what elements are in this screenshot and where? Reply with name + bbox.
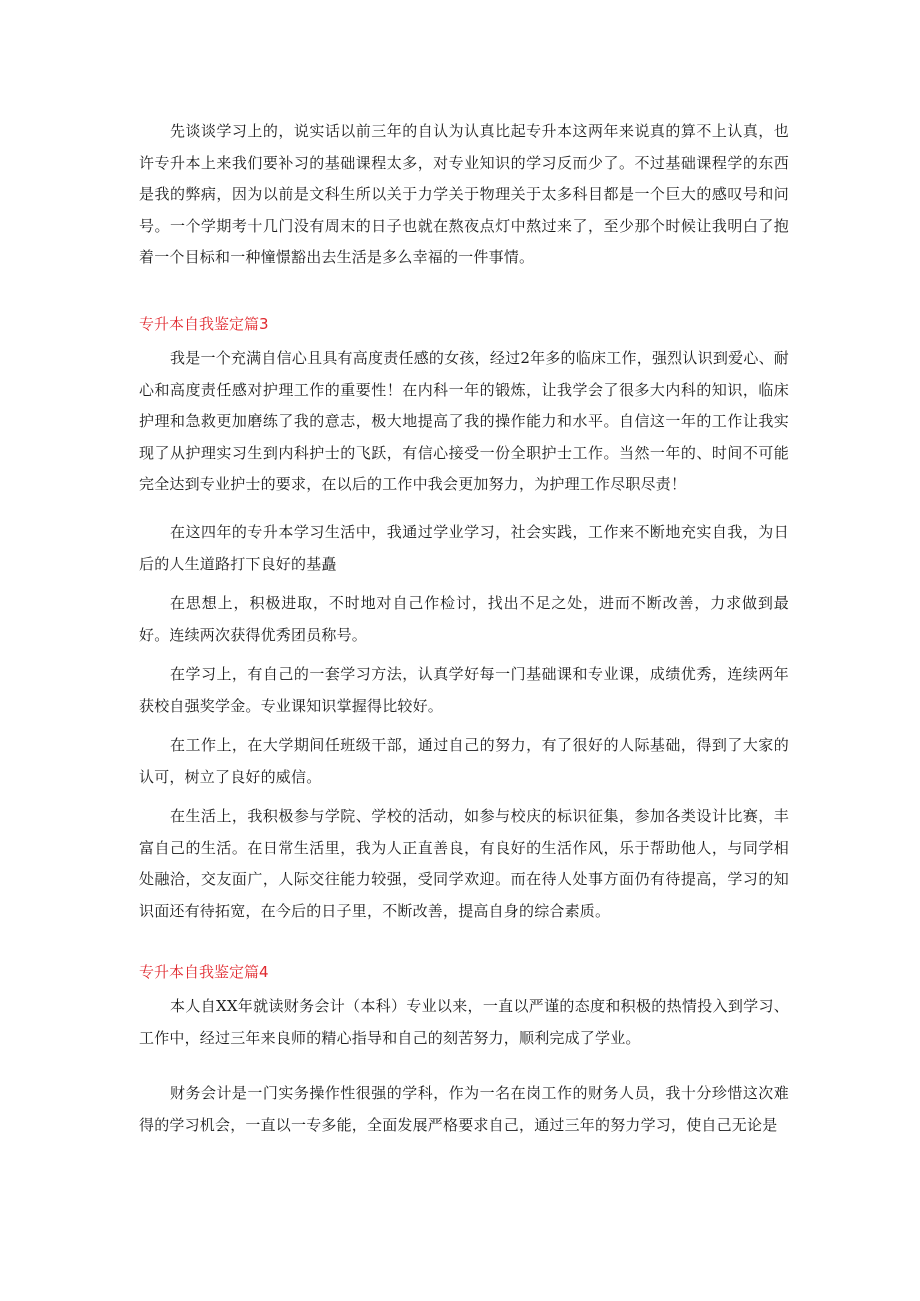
intro-paragraph: 先谈谈学习上的，说实话以前三年的自认为认真比起专升本这两年来说真的算不上认真，也许专升本上来我们要补习的基础课程太多，对专业知识的学习反而少了。不过基础课程学的东西是我的弊病，因为以前是文科生所以关于力学关于物理关于太多科目都是一个巨大的感叹号和问号。一个学期考十几门没有周末的日子也就在熬夜点灯中熬过来了，至少那个时候让我明白了抱着一个目标和一种憧憬豁出去生活是多么幸福的一件事情。 — [139, 122, 789, 266]
section-3-heading: 专升本自我鉴定篇3 — [139, 315, 269, 333]
section-4-paragraph-1: 本人自XX年就读财务会计（本科）专业以来，一直以严谨的态度和积极的热情投入到学习、工作中，经过三年来良师的精心指导和自己的刻苦努力，顺利完成了学业。 — [139, 997, 789, 1047]
section-4-heading: 专升本自我鉴定篇4 — [139, 963, 269, 981]
section-4-paragraph-2: 财务会计是一门实务操作性很强的学科，作为一名在岗工作的财务人员，我十分珍惜这次难得的学习机会，一直以一专多能，全面发展严格要求自己，通过三年的努力学习，使自己无论是 — [139, 1084, 789, 1134]
section-3-paragraph-6: 在生活上，我积极参与学院、学校的活动，如参与校庆的标识征集，参加各类设计比赛，丰富自己的生活。在日常生活里，我为人正直善良，有良好的生活作风，乐于帮助他人，与同学相处融洽，交友面广，人际交往能力较强，受同学欢迎。而在待人处事方面仍有待提高，学习的知识面还有待拓宽，在今后的日子里，不断改善，提高自身的综合素质。 — [139, 807, 789, 920]
section-3-paragraph-3: 在思想上，积极进取，不时地对自己作检讨，找出不足之处，进而不断改善，力求做到最好。连续两次获得优秀团员称号。 — [139, 594, 789, 644]
section-3-paragraph-5: 在工作上，在大学期间任班级干部，通过自己的努力，有了很好的人际基础，得到了大家的认可，树立了良好的威信。 — [139, 736, 789, 786]
section-3-paragraph-1: 我是一个充满自信心且具有高度责任感的女孩，经过2年多的临床工作，强烈认识到爱心、耐心和高度责任感对护理工作的重要性！在内科一年的锻炼，让我学会了很多大内科的知识，临床护理和急救更加磨练了我的意志，极大地提高了我的操作能力和水平。自信这一年的工作让我实现了从护理实习生到内科护士的飞跃，有信心接受一份全职护士工作。当然一年的、时间不可能完全达到专业护士的要求，在以后的工作中我会更加努力，为护理工作尽职尽责！ — [139, 349, 789, 493]
section-3-paragraph-4: 在学习上，有自己的一套学习方法，认真学好每一门基础课和专业课，成绩优秀，连续两年获校自强奖学金。专业课知识掌握得比较好。 — [139, 665, 789, 715]
section-3-paragraph-2: 在这四年的专升本学习生活中，我通过学业学习，社会实践，工作来不断地充实自我，为日后的人生道路打下良好的基矗 — [139, 523, 789, 573]
